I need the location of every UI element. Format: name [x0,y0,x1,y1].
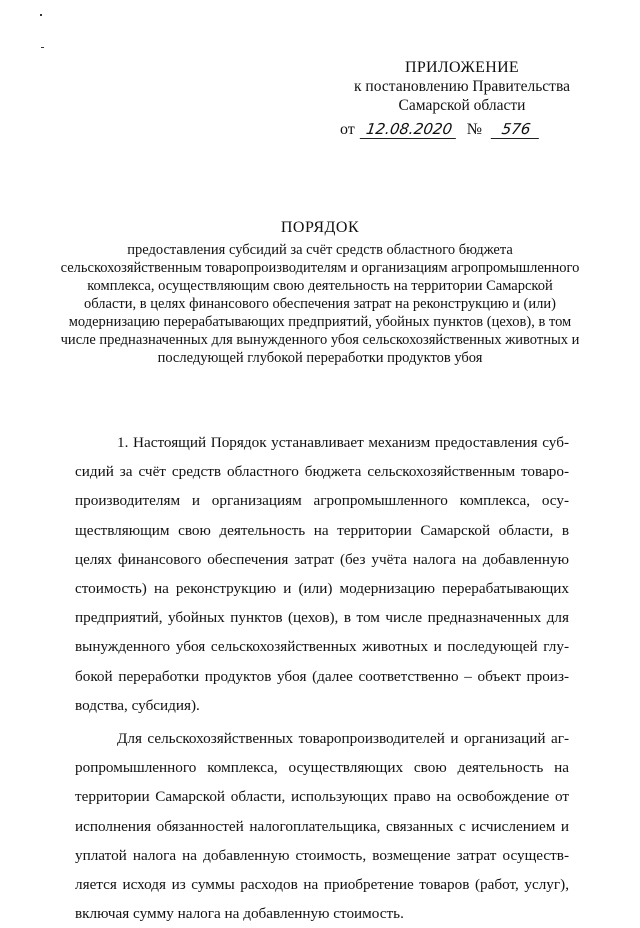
document-title: ПОРЯДОК [280,219,360,236]
handwritten-number: 576 [491,121,542,139]
appendix-heading: ПРИЛОЖЕНИЕ [404,59,519,76]
document-body [75,428,569,928]
paragraph: Для сельскохозяйственных товаропроизводителей и организаций агропромышленного комплекса, осуществляющих свою деятельность на территории Самарской области, использующих право на освобождение от исполнения обязанностей налогоплательщика, связанных с исчислением и уплатой налога на добавленную стоимость, возмещение затрат осуществляется исходя из суммы расходов на приобретение товаров (работ, услуг), включая сумму налога на добавленную стоимость. [75,730,569,923]
number-prefix: № [466,121,483,138]
appendix-header [332,58,592,115]
appendix-line: Самарской области [398,97,526,114]
document-title-block [60,218,580,367]
scan-mark [40,14,42,16]
date-prefix: от [340,121,355,138]
handwritten-date: 12.08.2020 [360,121,459,139]
scan-mark [41,47,44,48]
appendix-line: к постановлению Правительства [354,78,570,95]
document-subtitle: предоставления субсидий за счёт средств областного бюджета сельскохозяйственным товаропроизводителям и организациям агропромышленного комплекса, осуществляющим свою деятельность на территории Самарской области, в целях финансового обеспечения затрат на реконструкцию и (или) модернизацию перерабатывающих предприятий, убойных пунктов (цехов), в том числе предназначенных для вынужденного убоя сельскохозяйственных животных и последующей глубокой переработки продуктов убоя [60,242,580,366]
date-number-row [340,121,540,139]
paragraph: 1. Настоящий Порядок устанавливает механизм предоставления субсидий за счёт средств областного бюджета сельскохозяйственным товаропроизводителям и организациям агропромышленного комплекса, осуществляющим свою деятельность на территории Самарской области, в целях финансового обеспечения затрат (без учёта налога на добавленную стоимость) на реконструкцию и (или) модернизацию перерабатывающих предприятий, убойных пунктов (цехов), в том числе предназначенных для вынужденного убоя сельскохозяйственных животных и последующей глубокой переработки продуктов убоя (далее соответственно – объект производства, субсидия). [75,434,569,714]
